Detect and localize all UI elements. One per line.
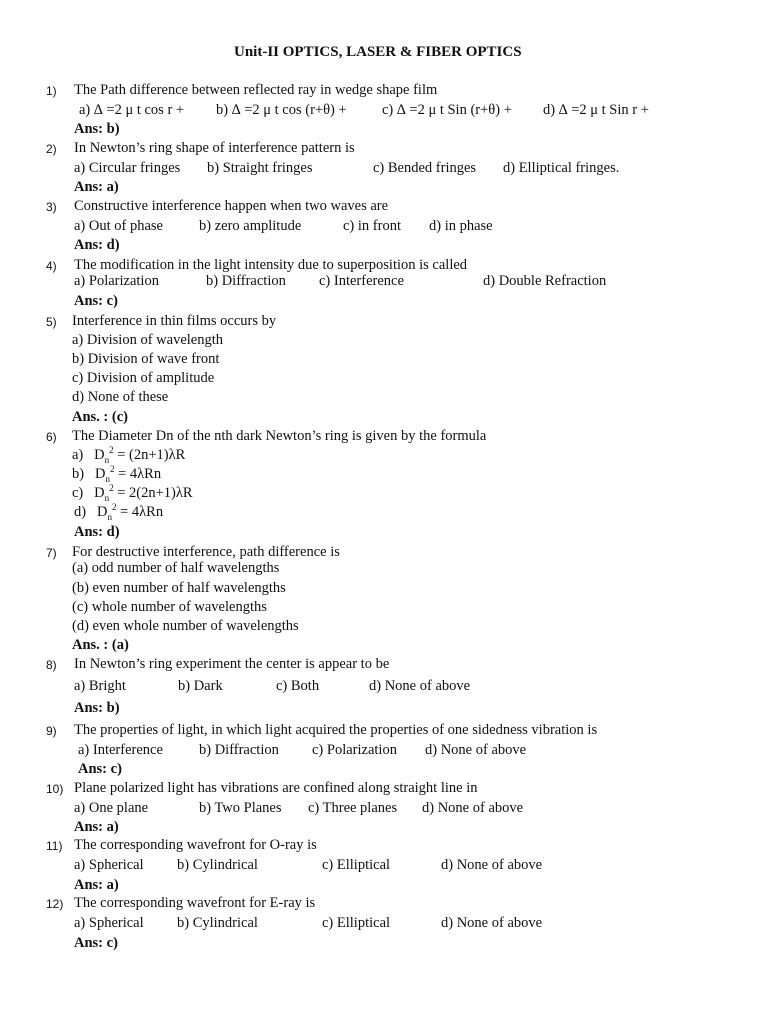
formula-base: D (94, 485, 105, 501)
formula-subscript: n (105, 473, 110, 484)
answer: Ans: d) (74, 524, 120, 540)
answer: Ans. : (c) (72, 409, 128, 425)
option-d: d) None of above (441, 857, 543, 873)
formula-subscript: n (104, 492, 110, 503)
question-text: The Path difference between reflected ray in wedge shape film (74, 82, 438, 98)
option-a: a) Polarization (74, 273, 159, 289)
formula-base: D (96, 504, 108, 520)
option-c: c) Elliptical (322, 915, 391, 931)
formula-base: D (94, 447, 105, 463)
formula-base: D (94, 466, 106, 482)
option-label: c) (72, 485, 84, 501)
option-a: a) One plane (74, 800, 149, 816)
option-b: b) Dark (178, 678, 223, 694)
formula-superscript: 2 (109, 464, 115, 475)
option-b: b) Diffraction (199, 742, 279, 758)
option-d (74, 504, 163, 521)
option-b: b) zero amplitude (199, 218, 302, 234)
option-d: d) None of above (422, 800, 524, 816)
page-title: Unit-II OPTICS, LASER & FIBER OPTICS (234, 44, 522, 60)
question-number: 7) (46, 546, 57, 560)
option-c (72, 485, 193, 502)
question-number: 2) (46, 142, 57, 156)
option-c: (c) whole number of wavelengths (72, 599, 267, 615)
question-number: 4) (46, 259, 57, 273)
answer: Ans: b) (74, 700, 120, 716)
question-number: 10) (46, 782, 64, 796)
answer: Ans: c) (74, 935, 118, 951)
formula-subscript: n (104, 454, 110, 465)
answer: Ans: a) (74, 819, 119, 835)
option-label: b) (72, 466, 85, 482)
option-c: c) Division of amplitude (72, 370, 215, 386)
option-d: d) None of above (369, 678, 471, 694)
option-a: a) Circular fringes (74, 160, 181, 176)
question-number: 12) (46, 897, 64, 911)
option-b: b) Diffraction (206, 273, 286, 289)
option-c: c) Three planes (308, 800, 398, 816)
option-c: c) ∆ =2 μ t Sin (r+θ) + (382, 102, 512, 118)
option-c: c) Elliptical (322, 857, 391, 873)
option-a (72, 447, 185, 464)
option-b: b) Cylindrical (177, 915, 258, 931)
question-number: 1) (46, 84, 57, 98)
question-text: The Diameter Dn of the nth dark Newton’s ring is given by the formula (72, 428, 487, 444)
option-d: d) Double Refraction (483, 273, 607, 289)
question-text: Interference in thin films occurs by (72, 313, 277, 329)
question-number: 9) (46, 724, 57, 738)
question-text: In Newton’s ring experiment the center is appear to be (74, 656, 390, 672)
option-d: d) ∆ =2 μ t Sin r + (543, 102, 649, 118)
option-a: a) ∆ =2 μ t cos r + (79, 102, 185, 118)
option-d: d) None of above (425, 742, 527, 758)
formula-rest: = 2(2n+1)λR (113, 485, 193, 501)
formula-rest: = 4λRn (114, 466, 162, 482)
formula-superscript: 2 (109, 445, 114, 456)
option-c: c) Both (276, 678, 320, 694)
option-c: c) Interference (319, 273, 404, 289)
question-text: The properties of light, in which light acquired the properties of one sidedness vibration is (74, 722, 598, 738)
option-c: c) Bended fringes (373, 160, 477, 176)
option-d: (d) even whole number of wavelengths (72, 618, 299, 634)
answer: Ans: a) (74, 179, 119, 195)
option-a: a) Out of phase (74, 218, 163, 234)
option-b: b) Two Planes (199, 800, 282, 816)
formula-superscript: 2 (109, 483, 114, 494)
question-number: 3) (46, 200, 57, 214)
question-number: 5) (46, 315, 57, 329)
answer: Ans: c) (74, 293, 118, 309)
answer: Ans: d) (74, 237, 120, 253)
question-text: For destructive interference, path difference is (72, 544, 340, 560)
option-c: c) Polarization (312, 742, 397, 758)
question-text: The corresponding wavefront for E-ray is (74, 895, 316, 911)
option-d: d) Elliptical fringes. (503, 160, 620, 176)
question-text: Constructive interference happen when two waves are (74, 198, 389, 214)
answer: Ans: c) (78, 761, 122, 777)
question-number: 8) (46, 658, 57, 672)
formula-subscript: n (107, 511, 112, 522)
question-text: The modification in the light intensity due to superposition is called (74, 257, 468, 273)
formula-rest: = (2n+1)λR (113, 447, 186, 463)
question-text: The corresponding wavefront for O-ray is (74, 837, 317, 853)
option-label: d) (74, 504, 87, 520)
question-text: Plane polarized light has vibrations are confined along straight line in (74, 780, 478, 796)
option-c: c) in front (343, 218, 401, 234)
option-b: (b) even number of half wavelengths (72, 580, 286, 596)
option-a: a) Spherical (74, 857, 144, 873)
option-label: a) (72, 447, 84, 463)
option-a: (a) odd number of half wavelengths (72, 560, 280, 576)
option-b (72, 466, 161, 483)
answer: Ans. : (a) (72, 637, 129, 653)
option-d: d) in phase (429, 218, 493, 234)
answer: Ans: b) (74, 121, 120, 137)
formula-superscript: 2 (111, 502, 117, 513)
answer: Ans: a) (74, 877, 119, 893)
option-b: b) Cylindrical (177, 857, 258, 873)
option-d: d) None of these (72, 389, 169, 405)
question-number: 6) (46, 430, 57, 444)
option-a: a) Division of wavelength (72, 332, 224, 348)
option-a: a) Interference (78, 742, 163, 758)
question-text: In Newton’s ring shape of interference pattern is (74, 140, 355, 156)
option-b: b) ∆ =2 μ t cos (r+θ) + (216, 102, 347, 118)
question-number: 11) (46, 839, 63, 853)
option-d: d) None of above (441, 915, 543, 931)
option-b: b) Straight fringes (207, 160, 313, 176)
option-a: a) Spherical (74, 915, 144, 931)
formula-rest: = 4λRn (116, 504, 164, 520)
option-b: b) Division of wave front (72, 351, 220, 367)
option-a: a) Bright (74, 678, 126, 694)
